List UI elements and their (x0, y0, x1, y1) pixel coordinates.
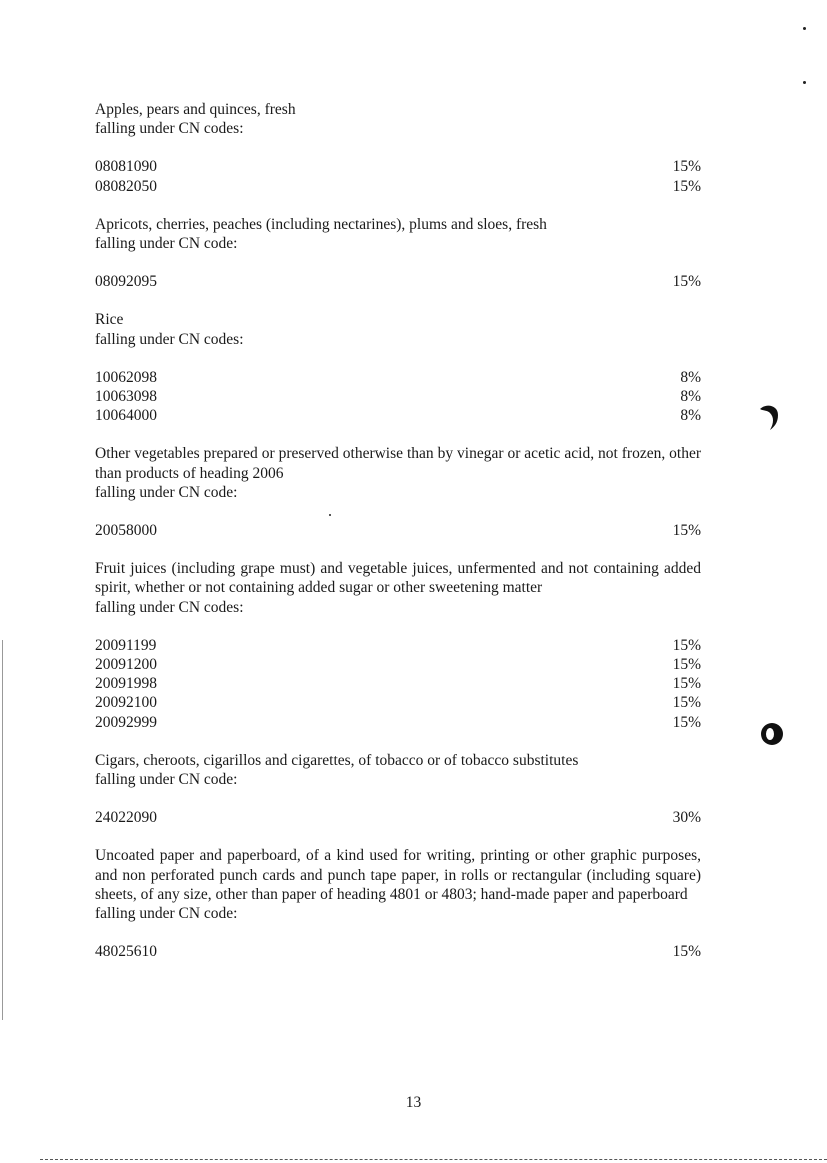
cn-codes-intro: falling under CN code: (95, 483, 238, 501)
rate: 15% (672, 675, 701, 693)
punch-hole-mark (760, 722, 784, 746)
cn-codes-intro: falling under CN code: (95, 771, 238, 789)
cn-code-list (95, 942, 701, 961)
cn-code-list (95, 808, 701, 827)
product-description: Apples, pears and quinces, fresh (95, 101, 296, 118)
product-section (95, 100, 701, 196)
product-description: Rice (95, 311, 124, 329)
cn-code-list (95, 272, 701, 291)
cn-code-list (95, 636, 701, 732)
product-description: Cigars, cheroots, cigarillos and cigarettes, of tobacco or of tobacco substitutes (95, 751, 579, 769)
scan-speck (803, 27, 806, 30)
cn-code: 20091199 (95, 636, 157, 654)
cn-code-row (95, 808, 701, 827)
product-description: Apricots, cherries, peaches (including nectarines), plums and sloes, fresh (95, 215, 547, 233)
cn-code-row (95, 636, 701, 655)
cn-codes-intro: falling under CN codes: (95, 598, 244, 616)
rate: 15% (672, 636, 701, 654)
page-number: 13 (405, 1094, 422, 1111)
cn-code-row (95, 521, 701, 540)
rate: 15% (672, 177, 701, 195)
cn-code-row (95, 406, 701, 425)
cn-code-list (95, 368, 701, 426)
cn-code-row (95, 942, 701, 961)
cn-code-row (95, 272, 701, 291)
cn-code: 08081090 (95, 158, 157, 176)
rate: 8% (680, 388, 701, 406)
cn-code-row (95, 655, 701, 674)
rate: 15% (672, 158, 701, 176)
rate: 8% (680, 407, 701, 425)
rate: 8% (680, 368, 701, 386)
cn-code: 10062098 (95, 368, 157, 386)
cn-code-row (95, 157, 701, 176)
cn-code: 20092100 (95, 694, 157, 712)
cn-codes-intro: falling under CN codes: (95, 120, 244, 138)
cn-code-row (95, 713, 701, 732)
cn-code: 10063098 (95, 388, 157, 406)
product-section (95, 751, 701, 828)
punch-hole-mark (758, 403, 782, 431)
product-section (95, 559, 701, 732)
rate: 15% (672, 273, 701, 291)
cn-code-list (95, 157, 701, 195)
cn-code: 20058000 (95, 522, 157, 540)
rate: 15% (672, 656, 701, 674)
product-section (95, 215, 701, 292)
cn-codes-intro: falling under CN code: (95, 905, 238, 923)
cn-code-row (95, 177, 701, 196)
cn-code: 20091200 (95, 656, 157, 674)
cn-code: 20091998 (95, 675, 157, 693)
rate: 15% (672, 943, 701, 961)
product-section (95, 310, 701, 425)
product-section (95, 444, 701, 540)
cn-code: 48025610 (95, 943, 157, 961)
rate: 15% (672, 713, 701, 731)
scan-speck (329, 514, 331, 516)
rate: 15% (672, 522, 701, 540)
rate: 30% (672, 809, 701, 827)
cn-code-row (95, 368, 701, 387)
cn-code-row (95, 387, 701, 406)
cn-codes-intro: falling under CN codes: (95, 330, 244, 348)
cn-codes-intro: falling under CN code: (95, 235, 238, 253)
cn-code-row (95, 693, 701, 712)
rate: 15% (672, 694, 701, 712)
product-description: Uncoated paper and paperboard, of a kind used for writing, printing or other graphic purposes, and non perforated punch cards and punch tape paper, in rolls or rectangular (including square) sheets, of any size, other than paper of heading 4801 or 4803; hand-made paper and paperboard (95, 847, 701, 903)
cn-code: 08092095 (95, 273, 157, 291)
cn-code: 24022090 (95, 809, 157, 827)
scan-speck (803, 81, 806, 84)
tariff-list (95, 100, 701, 981)
scan-edge-line (2, 640, 3, 1020)
product-description: Fruit juices (including grape must) and vegetable juices, unfermented and not containing added spirit, whether or not containing added sugar or other sweetening matter (95, 560, 701, 597)
cn-code: 20092999 (95, 713, 157, 731)
product-description: Other vegetables prepared or preserved otherwise than by vinegar or acetic acid, not frozen, other than products of heading 2006 (95, 445, 701, 482)
cn-code-list (95, 521, 701, 540)
cn-code-row (95, 674, 701, 693)
scan-bottom-edge (40, 1159, 827, 1160)
product-section (95, 846, 701, 961)
cn-code: 10064000 (95, 407, 157, 425)
cn-code: 08082050 (95, 177, 157, 195)
